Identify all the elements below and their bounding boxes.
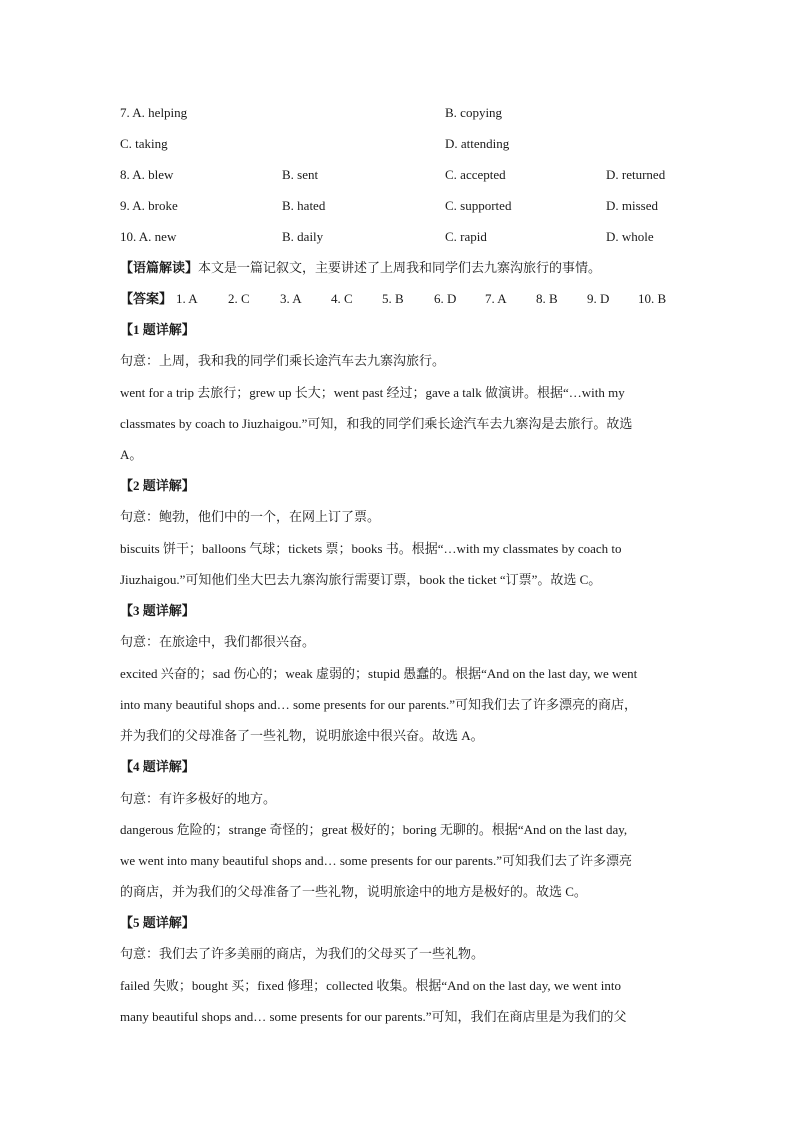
option-9b: B. hated — [282, 198, 326, 213]
explanation-1-heading: 【1 题详解】 — [120, 322, 195, 337]
answer-item: 3. A — [280, 291, 302, 306]
explanation-2-line: biscuits 饼干；balloons 气球；tickets 票；books 书。根据“…with my classmates by coach to — [120, 541, 622, 556]
answer-item: 10. B — [638, 291, 667, 306]
explanation-5-line: many beautiful shops and… some presents for our parents.”可知，我们在商店里是为我们的父 — [120, 1009, 627, 1024]
explanation-1-line: 句意：上周，我和我的同学们乘长途汽车去九寨沟旅行。 — [120, 353, 446, 368]
option-row-9 — [120, 198, 680, 214]
answer-item: 8. B — [536, 291, 558, 306]
option-7b: B. copying — [445, 105, 503, 120]
explanation-1-line: went for a trip 去旅行；grew up 长大；went past 经过；gave a talk 做演讲。根据“…with my — [120, 385, 625, 400]
explanation-2-line: Jiuzhaigou.”可知他们坐大巴去九寨沟旅行需要订票，book the ticket “订票”。故选 C。 — [120, 572, 602, 587]
option-row-7 — [120, 105, 680, 121]
answer-item: 4. C — [331, 291, 353, 306]
answer-label: 【答案】 — [120, 291, 173, 306]
summary-label: 【语篇解读】 — [120, 260, 199, 275]
explanation-3-line: excited 兴奋的；sad 伤心的；weak 虚弱的；stupid 愚蠢的。根据“And on the last day, we went — [120, 666, 638, 681]
option-8d: D. returned — [606, 167, 666, 182]
option-10a: 10. A. new — [120, 229, 177, 244]
option-7d: D. attending — [445, 136, 510, 151]
explanation-3-line: 并为我们的父母准备了一些礼物，说明旅途中很兴奋。故选 A。 — [120, 728, 484, 743]
option-8b: B. sent — [282, 167, 319, 182]
passage-summary — [120, 260, 680, 276]
option-10b: B. daily — [282, 229, 324, 244]
option-9a: 9. A. broke — [120, 198, 178, 213]
answer-item: 2. C — [228, 291, 250, 306]
explanation-4-line: 句意：有许多极好的地方。 — [120, 791, 277, 806]
option-8c: C. accepted — [445, 167, 506, 182]
summary-text: 本文是一篇记叙文，主要讲述了上周我和同学们去九寨沟旅行的事情。 — [198, 260, 602, 275]
explanation-2-heading: 【2 题详解】 — [120, 478, 195, 493]
answer-item: 5. B — [382, 291, 404, 306]
explanation-3-line: into many beautiful shops and… some presents for our parents.”可知我们去了许多漂亮的商店， — [120, 697, 638, 712]
option-8a: 8. A. blew — [120, 167, 174, 182]
answer-row — [120, 291, 680, 307]
option-row-8 — [120, 167, 680, 183]
explanation-5-line: 句意：我们去了许多美丽的商店，为我们的父母买了一些礼物。 — [120, 946, 485, 961]
answer-item: 7. A — [485, 291, 507, 306]
explanation-5-line: failed 失败；bought 买；fixed 修理；collected 收集。根据“And on the last day, we went into — [120, 978, 622, 993]
explanation-3-line: 句意：在旅途中，我们都很兴奋。 — [120, 634, 316, 649]
explanation-4-line: dangerous 危险的；strange 奇怪的；great 极好的；boring 无聊的。根据“And on the last day, — [120, 822, 628, 837]
answer-item: 6. D — [434, 291, 457, 306]
explanation-3-heading: 【3 题详解】 — [120, 603, 195, 618]
explanation-4-heading: 【4 题详解】 — [120, 759, 195, 774]
explanation-2-line: 句意：鲍勃，他们中的一个，在网上订了票。 — [120, 509, 381, 524]
explanation-4-line: we went into many beautiful shops and… some presents for our parents.”可知我们去了许多漂亮 — [120, 853, 632, 868]
explanation-1-line: A。 — [120, 447, 143, 462]
option-10c: C. rapid — [445, 229, 487, 244]
option-10d: D. whole — [606, 229, 654, 244]
option-row-7-cont — [120, 136, 680, 152]
answer-item: 1. A — [176, 291, 198, 306]
explanation-5-heading: 【5 题详解】 — [120, 915, 195, 930]
option-row-10 — [120, 229, 680, 245]
option-9d: D. missed — [606, 198, 658, 213]
option-7a: 7. A. helping — [120, 105, 188, 120]
explanation-4-line: 的商店，并为我们的父母准备了一些礼物，说明旅途中的地方是极好的。故选 C。 — [120, 884, 587, 899]
option-9c: C. supported — [445, 198, 512, 213]
explanation-1-line: classmates by coach to Jiuzhaigou.”可知，和我的同学们乘长途汽车去九寨沟是去旅行。故选 — [120, 416, 633, 431]
option-7c: C. taking — [120, 136, 168, 151]
answer-item: 9. D — [587, 291, 610, 306]
